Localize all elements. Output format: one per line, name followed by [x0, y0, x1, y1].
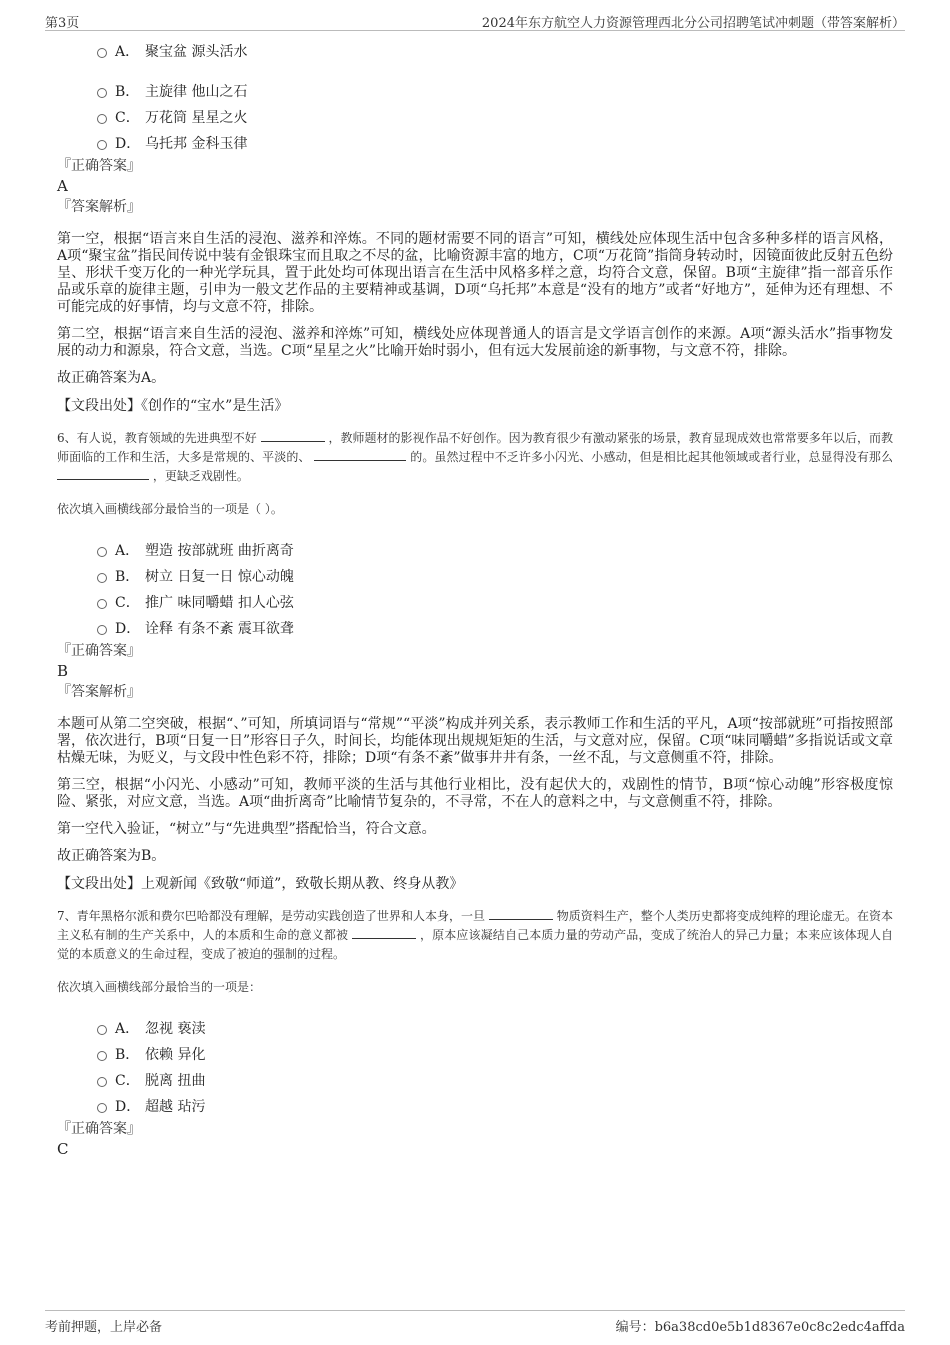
radio-icon[interactable] — [97, 573, 107, 583]
radio-icon[interactable] — [97, 547, 107, 557]
q6-option-d[interactable]: D． 诠释 有条不紊 震耳欲聋 — [57, 616, 893, 642]
q7-answer: C — [57, 1140, 69, 1158]
blank-line — [261, 429, 325, 442]
q7-option-c[interactable]: C． 脱离 扭曲 — [57, 1068, 893, 1094]
page-footer — [45, 1310, 905, 1333]
q5-option-a[interactable]: A． 聚宝盆 源头活水 — [57, 39, 893, 65]
q5-option-d[interactable]: D． 乌托邦 金科玉律 — [57, 131, 893, 157]
q5-option-c[interactable]: C． 万花筒 星星之火 — [57, 105, 893, 131]
q6-option-c[interactable]: C． 推广 味同嚼蜡 扣人心弦 — [57, 590, 893, 616]
q6-analysis-2: 第三空，根据“小闪光、小感动”可知，教师平淡的生活与其他行业相比，没有起伏大的，戏剧性的情节，B项“惊心动魄”形容极度惊险、紧张，对应文意，当选。A项“曲折离奇”比喻情节复杂的，不寻常，不在人的意料之中，与文意侧重不符，排除。 — [57, 777, 893, 810]
q7-options — [57, 1016, 893, 1120]
correct-answer-label: 『正确答案』 — [57, 1121, 141, 1137]
analysis-label: 『答案解析』 — [57, 199, 141, 215]
q6-options — [57, 538, 893, 642]
blank-line — [489, 907, 553, 920]
radio-icon[interactable] — [97, 140, 107, 150]
document-body — [57, 40, 893, 1161]
radio-icon[interactable] — [97, 1025, 107, 1035]
q6-prompt: 依次填入画横线部分最恰当的一项是（ ）。 — [57, 502, 283, 516]
correct-answer-label: 『正确答案』 — [57, 158, 141, 174]
q6-stem: 6、有人说，教育领域的先进典型不好 ，教师题材的影视作品不好创作。因为教育很少有激动紧张的场景，教育显现成效也常常要多年以后，而教师面临的工作和生活，大多是常规的、平淡的、 的。虽然过程中不乏许多小闪光、小感动，但是相比起其他领域或者行业，总显得没有那么 ，更缺乏戏剧性。 — [57, 431, 893, 483]
page-header — [45, 8, 905, 31]
q7-option-d[interactable]: D． 超越 玷污 — [57, 1094, 893, 1120]
q6-analysis-3: 第一空代入验证，“树立”与“先进典型”搭配恰当，符合文意。 — [57, 821, 436, 837]
q7-option-a[interactable]: A． 忽视 亵渎 — [57, 1016, 893, 1042]
blank-line — [57, 467, 149, 480]
q7-prompt: 依次填入画横线部分最恰当的一项是： — [57, 980, 262, 994]
q5-source: 【文段出处】《创作的“宝水”是生活》 — [57, 398, 289, 414]
correct-answer-label: 『正确答案』 — [57, 643, 141, 659]
q7-option-b[interactable]: B． 依赖 异化 — [57, 1042, 893, 1068]
q6-analysis-4: 故正确答案为B。 — [57, 848, 166, 864]
q6-option-b[interactable]: B． 树立 日复一日 惊心动魄 — [57, 564, 893, 590]
q5-option-b[interactable]: B． 主旋律 他山之石 — [57, 79, 893, 105]
q5-options — [57, 39, 893, 157]
q6-analysis-1: 本题可从第二空突破，根据“、”可知，所填词语与“常规”“平淡”构成并列关系，表示教师工作和生活的平凡，A项“按部就班”可指按照部署，依次进行，B项“日复一日”形容日子久，时间长，均能体现出规规矩矩的生活，与文意对应，保留。C项“味同嚼蜡”多指说话或文章枯燥无味，为贬义，与文段中性色彩不符，排除；D项“有条不紊”做事井井有条，一丝不乱，与文意侧重不符，排除。 — [57, 716, 893, 766]
radio-icon[interactable] — [97, 114, 107, 124]
q5-analysis-2: 第二空，根据“语言来自生活的浸泡、滋养和淬炼”可知，横线处应体现普通人的语言是文学语言创作的来源。A项“源头活水”指事物发展的动力和源泉，符合文意，当选。C项“星星之火”比喻开始时弱小，但有远大发展前途的新事物，与文意不符，排除。 — [57, 326, 893, 359]
q5-analysis-3: 故正确答案为A。 — [57, 370, 166, 386]
analysis-label: 『答案解析』 — [57, 684, 141, 700]
q5-answer: A — [57, 177, 68, 195]
radio-icon[interactable] — [97, 48, 107, 58]
blank-line — [352, 926, 416, 939]
document-title: 2024年东方航空人力资源管理西北分公司招聘笔试冲刺题（带答案解析） — [481, 16, 905, 31]
document-code: 编号：b6a38cd0e5b1d8367e0c8c2edc4affda — [615, 1320, 905, 1335]
q6-source: 【文段出处】上观新闻《致敬“师道”，致敬长期从教、终身从教》 — [57, 876, 464, 892]
radio-icon[interactable] — [97, 599, 107, 609]
radio-icon[interactable] — [97, 1051, 107, 1061]
footer-slogan: 考前押题，上岸必备 — [45, 1320, 163, 1335]
radio-icon[interactable] — [97, 1077, 107, 1087]
page-number: 第3页 — [45, 16, 80, 31]
q6-option-a[interactable]: A． 塑造 按部就班 曲折离奇 — [57, 538, 893, 564]
radio-icon[interactable] — [97, 1103, 107, 1113]
q7-stem: 7、青年黑格尔派和费尔巴哈都没有理解，是劳动实践创造了世界和人本身，一旦 物质资料生产，整个人类历史都将变成纯粹的理论虚无。在资本主义私有制的生产关系中，人的本质和生命的意义都被 ，原本应该凝结自己本质力量的劳动产品，变成了统治人的异己力量；本来应该体现人自觉的本质意义的生命过程，变成了被迫的强制的过程。 — [57, 909, 893, 961]
q5-analysis-1: 第一空，根据“语言来自生活的浸泡、滋养和淬炼。不同的题材需要不同的语言”可知，横线处应体现生活中包含多种多样的语言风格，A项“聚宝盆”指民间传说中装有金银珠宝而且取之不尽的盆，比喻资源丰富的地方，C项“万花筒”指筒身转动时，因镜面彼此反射五色纷呈、形状千变万化的一种光学玩具，置于此处均可体现出语言在生活中风格多样之意，均符合文意，保留。B项“主旋律”指一部音乐作品或乐章的旋律主题，引申为一般文艺作品的主要精神或基调，D项“乌托邦”本意是“没有的地方”或者“好地方”，延伸为还有理想、不可能完成的好事情，均与文意不符，排除。 — [57, 231, 893, 315]
radio-icon[interactable] — [97, 625, 107, 635]
blank-line — [314, 448, 406, 461]
radio-icon[interactable] — [97, 88, 107, 98]
q6-answer: B — [57, 662, 69, 680]
